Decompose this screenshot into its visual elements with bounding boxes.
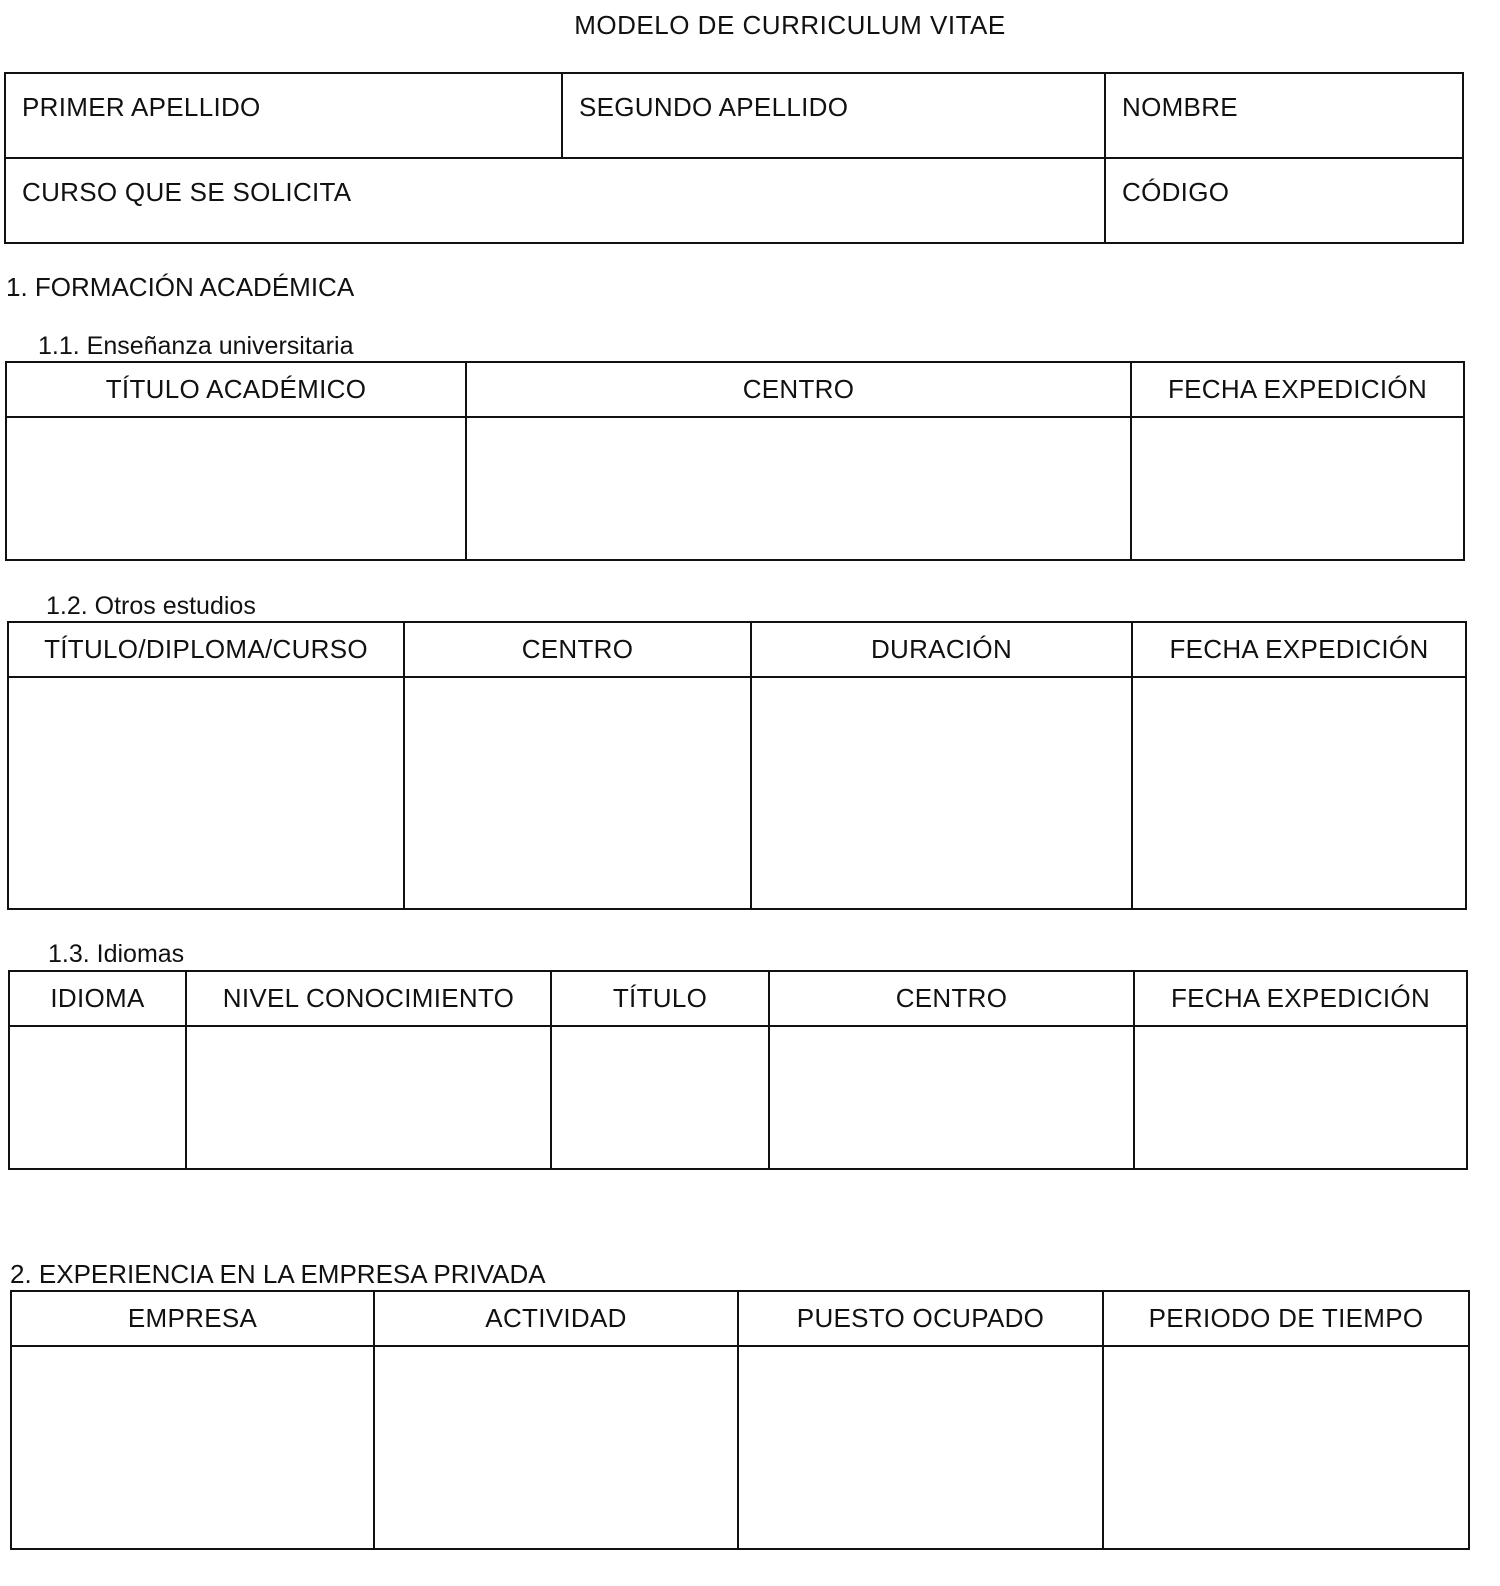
centro-cell[interactable] [404, 677, 751, 909]
titulo-diploma-curso-cell[interactable] [8, 677, 404, 909]
actividad-cell[interactable] [374, 1346, 738, 1549]
col-titulo-academico: TÍTULO ACADÉMICO [6, 362, 466, 417]
fecha-expedicion-cell[interactable] [1134, 1026, 1467, 1169]
col-centro: CENTRO [769, 971, 1134, 1026]
section-1-2-heading: 1.2. Otros estudios [46, 592, 256, 620]
idioma-cell[interactable] [9, 1026, 186, 1169]
nivel-conocimiento-cell[interactable] [186, 1026, 551, 1169]
university-education-table [5, 361, 1465, 561]
col-centro: CENTRO [404, 622, 751, 677]
primer-apellido-field[interactable] [5, 73, 562, 158]
section-1-3-heading: 1.3. Idiomas [48, 940, 185, 968]
titulo-academico-cell[interactable] [6, 417, 466, 560]
col-nivel-conocimiento: NIVEL CONOCIMIENTO [186, 971, 551, 1026]
col-periodo-de-tiempo: PERIODO DE TIEMPO [1103, 1291, 1469, 1346]
col-titulo: TÍTULO [551, 971, 769, 1026]
col-fecha-expedicion: FECHA EXPEDICIÓN [1132, 622, 1466, 677]
col-duracion: DURACIÓN [751, 622, 1132, 677]
fecha-expedicion-cell[interactable] [1132, 677, 1466, 909]
other-studies-table [7, 621, 1467, 910]
curso-label: CURSO QUE SE SOLICITA [22, 177, 352, 207]
section-1-heading: 1. FORMACIÓN ACADÉMICA [6, 272, 355, 302]
section-1-1-heading: 1.1. Enseñanza universitaria [38, 332, 354, 360]
centro-cell[interactable] [769, 1026, 1134, 1169]
duracion-cell[interactable] [751, 677, 1132, 909]
section-2-heading: 2. EXPERIENCIA EN LA EMPRESA PRIVADA [10, 1259, 546, 1289]
col-fecha-expedicion: FECHA EXPEDICIÓN [1131, 362, 1464, 417]
col-fecha-expedicion: FECHA EXPEDICIÓN [1134, 971, 1467, 1026]
document-title: MODELO DE CURRICULUM VITAE [574, 10, 1006, 40]
nombre-label: NOMBRE [1122, 92, 1238, 122]
centro-cell[interactable] [466, 417, 1131, 560]
col-actividad: ACTIVIDAD [374, 1291, 738, 1346]
empresa-cell[interactable] [11, 1346, 374, 1549]
col-idioma: IDIOMA [9, 971, 186, 1026]
primer-apellido-label: PRIMER APELLIDO [22, 92, 261, 122]
col-centro: CENTRO [466, 362, 1131, 417]
codigo-label: CÓDIGO [1122, 177, 1230, 207]
periodo-de-tiempo-cell[interactable] [1103, 1346, 1469, 1549]
titulo-cell[interactable] [551, 1026, 769, 1169]
puesto-ocupado-cell[interactable] [738, 1346, 1103, 1549]
col-puesto-ocupado: PUESTO OCUPADO [738, 1291, 1103, 1346]
fecha-expedicion-cell[interactable] [1131, 417, 1464, 560]
languages-table [8, 970, 1468, 1170]
col-titulo-diploma-curso: TÍTULO/DIPLOMA/CURSO [8, 622, 404, 677]
segundo-apellido-label: SEGUNDO APELLIDO [579, 92, 849, 122]
codigo-field[interactable] [1105, 158, 1463, 243]
private-sector-experience-table [10, 1290, 1470, 1550]
nombre-field[interactable] [1105, 73, 1463, 158]
curso-field[interactable] [5, 158, 1105, 243]
applicant-info-table [4, 72, 1464, 244]
col-empresa: EMPRESA [11, 1291, 374, 1346]
segundo-apellido-field[interactable] [562, 73, 1105, 158]
